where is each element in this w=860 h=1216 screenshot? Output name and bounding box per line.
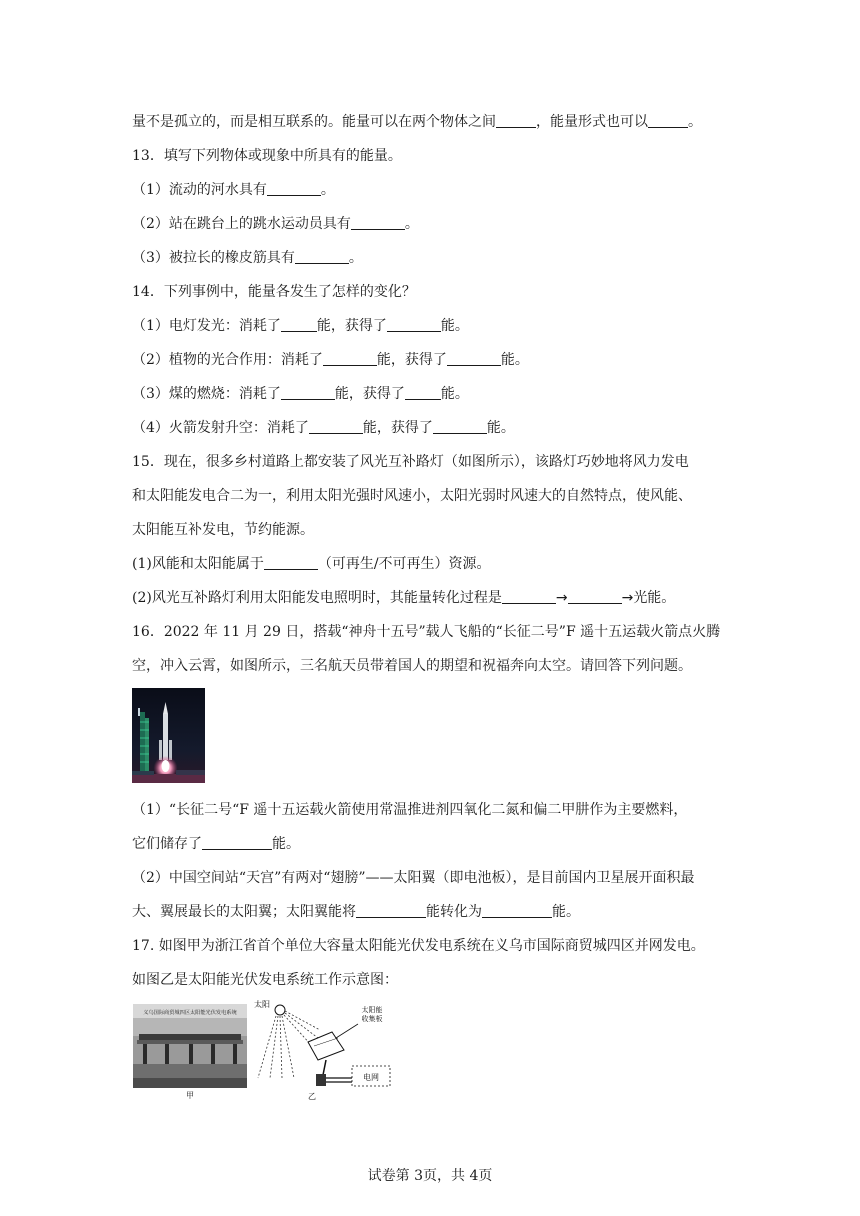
arrow: → [621, 590, 634, 606]
q16-sub-2-line-2 [132, 902, 580, 922]
answer-blank[interactable] [351, 215, 405, 230]
text: 能，获得了 [376, 352, 447, 368]
answer-blank[interactable] [482, 903, 552, 918]
figure-caption-yi: 乙 [308, 1092, 316, 1101]
answer-blank[interactable] [568, 589, 622, 604]
figure-caption-jia: 甲 [186, 1091, 194, 1100]
answer-blank[interactable] [387, 317, 441, 332]
text: 。 [320, 182, 335, 198]
q14-item-4 [132, 418, 515, 438]
text: 能。 [440, 318, 469, 334]
rocket-launch-image [132, 688, 205, 783]
q15-line-2: 和太阳能发电合二为一，利用太阳光强时风速小，太阳光弱时风速大的自然特点，使风能、 [132, 488, 692, 504]
answer-blank[interactable] [264, 555, 318, 570]
text: （2）站在跳台上的跳水运动员具有 [132, 216, 351, 232]
q13-item-2 [132, 214, 419, 234]
sun-label: 太阳 [254, 1000, 270, 1009]
q13-item-3 [132, 248, 363, 268]
text: 能，获得了 [334, 386, 405, 402]
figure-jia [133, 1004, 247, 1100]
solar-system-diagram [252, 998, 402, 1102]
answer-blank[interactable] [433, 419, 487, 434]
arrow: → [555, 590, 568, 606]
text: （3）煤的燃烧：消耗了 [132, 386, 281, 402]
text: 量不是孤立的，而是相互联系的。能量可以在两个物体之间 [132, 114, 496, 130]
q16-line-2: 空，冲入云霄，如图所示，三名航天员带着国人的期望和祝福奔向太空。请回答下列问题。 [132, 658, 692, 674]
text: （3）被拉长的橡皮筋具有 [132, 250, 295, 266]
text: 大、翼展最长的太阳翼；太阳翼能将 [132, 904, 356, 920]
answer-blank[interactable] [356, 903, 426, 918]
q15-line-1: 15．现在，很多乡村道路上都安装了风光互补路灯（如图所示），该路灯巧妙地将风力发电 [132, 454, 689, 470]
answer-blank[interactable] [496, 113, 536, 128]
text: 光能。 [633, 590, 676, 606]
answer-blank[interactable] [281, 385, 335, 400]
panel-label-2: 收集板 [361, 1015, 383, 1023]
q13-item-1 [132, 180, 335, 200]
q14-item-1 [132, 316, 469, 336]
answer-blank[interactable] [295, 249, 349, 264]
text: 能，获得了 [362, 420, 433, 436]
q17-line-2: 如图乙是太阳能光伏发电系统工作示意图： [132, 972, 398, 988]
answer-blank[interactable] [405, 385, 441, 400]
text: 能。 [500, 352, 529, 368]
text: 它们储存了 [132, 836, 202, 852]
text: 。 [348, 250, 363, 266]
text: 能，获得了 [316, 318, 387, 334]
figure-yi [252, 998, 402, 1102]
answer-blank[interactable] [202, 835, 272, 850]
text: 能。 [272, 836, 300, 852]
answer-blank[interactable] [267, 181, 321, 196]
solar-plant-photo [133, 1004, 247, 1100]
q14-item-3 [132, 384, 469, 404]
answer-blank[interactable] [447, 351, 501, 366]
answer-blank[interactable] [502, 589, 556, 604]
q16-sub-1-line-1: （1）“长征二号“F 遥十五运载火箭使用常温推进剂四氧化二氮和偏二甲肼作为主要燃料， [132, 802, 688, 818]
text: (1)风能和太阳能属于 [132, 556, 264, 572]
q16-line-1: 16．2022 年 11 月 29 日，搭载“神舟十五号”载人飞船的“长征二号”F 遥十五运载火箭点火腾 [132, 624, 721, 640]
text: 。 [404, 216, 419, 232]
answer-blank[interactable] [323, 351, 377, 366]
text: （1）流动的河水具有 [132, 182, 267, 198]
text: ，能量形式也可以 [536, 114, 648, 130]
grid-label: 电网 [363, 1073, 379, 1082]
sun-icon [275, 1005, 285, 1015]
q15-line-3: 太阳能互补发电，节约能源。 [132, 522, 314, 538]
text: 能转化为 [426, 904, 482, 920]
q16-sub-1-line-2 [132, 834, 300, 854]
q15-sub-2 [132, 588, 675, 608]
text: 能。 [552, 904, 580, 920]
text: 。 [688, 114, 702, 130]
q12-tail-line [132, 112, 702, 132]
page-footer: 试卷第 3页，共 4页 [367, 1168, 493, 1184]
text: (2)风光互补路灯利用太阳能发电照明时，其能量转化过程是 [132, 590, 502, 606]
inverter-icon [316, 1074, 326, 1086]
answer-blank[interactable] [648, 113, 688, 128]
banner-text: 义乌国际商贸城四区太阳能光伏发电系统 [143, 1010, 237, 1016]
answer-blank[interactable] [281, 317, 317, 332]
answer-blank[interactable] [309, 419, 363, 434]
text: 能。 [486, 420, 515, 436]
q14-stem: 14．下列事例中，能量各发生了怎样的变化？ [132, 284, 416, 300]
q14-item-2 [132, 350, 529, 370]
q17-line-1: 17. 如图甲为浙江省首个单位大容量太阳能光伏发电系统在义乌市国际商贸城四区并网发电。 [132, 938, 705, 954]
text: 能。 [440, 386, 469, 402]
text: （4）火箭发射升空：消耗了 [132, 420, 309, 436]
text: （1）电灯发光：消耗了 [132, 318, 281, 334]
q13-stem: 13．填写下列物体或现象中所具有的能量。 [132, 148, 402, 164]
text: （可再生/不可再生）资源。 [317, 556, 491, 572]
rocket-launch-photo [132, 688, 205, 783]
panel-label-1: 太阳能 [361, 1006, 383, 1014]
q16-sub-2-line-1: （2）中国空间站“天宫”有两对“翅膀”——太阳翼（即电池板），是目前国内卫星展开面积最 [132, 870, 695, 886]
q15-sub-1 [132, 554, 491, 574]
text: （2）植物的光合作用：消耗了 [132, 352, 323, 368]
